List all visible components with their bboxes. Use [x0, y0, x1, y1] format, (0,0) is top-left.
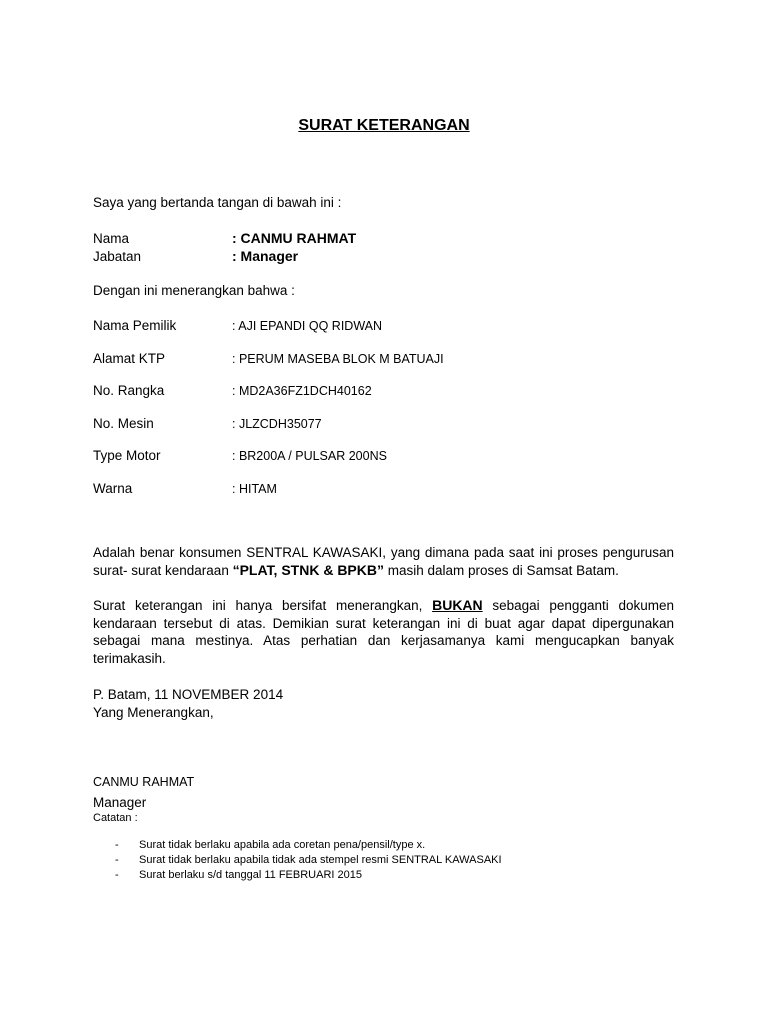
paragraph-status-text: masih dalam proses di Samsat Batam.	[384, 562, 619, 578]
detail-value: : BR200A / PULSAR 200NS	[232, 449, 387, 463]
detail-value: : JLZCDH35077	[232, 417, 322, 431]
list-item	[115, 853, 502, 868]
list-item	[115, 838, 502, 853]
note-text: Surat tidak berlaku apabila ada coretan pena/pensil/type x.	[139, 839, 426, 851]
closing-text: Yang Menerangkan,	[93, 705, 214, 720]
detail-value: : PERUM MASEBA BLOK M BATUAJI	[232, 352, 444, 366]
signature-title: Manager	[93, 795, 147, 810]
detail-label: No. Mesin	[93, 416, 154, 431]
detail-label: Warna	[93, 481, 133, 496]
paragraph-disclaimer-text: sebagai pengganti dokumen kendaraan tersebut di atas. Demikian surat keterangan ini di buat agar dapat dipergunakan sebagai mana mestinya. Atas perhatian dan kerjasamanya kami mengucapkan banyak terimakasih.	[93, 598, 674, 666]
detail-label: Nama Pemilik	[93, 318, 177, 333]
signature-name: CANMU RAHMAT	[93, 775, 195, 789]
notes-label: Catatan :	[93, 812, 138, 824]
list-item	[115, 868, 502, 883]
paragraph-disclaimer-text: Surat keterangan ini hanya bersifat menerangkan,	[93, 598, 433, 613]
detail-label: Alamat KTP	[93, 351, 166, 366]
paragraph-status-text: Adalah benar konsumen SENTRAL KAWASAKI, yang dimana pada saat ini proses pengurusan surat- surat kendaraan	[93, 545, 674, 578]
bullet-dash: -	[115, 839, 119, 851]
detail-value: : AJI EPANDI QQ RIDWAN	[232, 319, 383, 333]
jabatan-label: Jabatan	[93, 249, 142, 264]
note-text: Surat berlaku s/d tanggal 11 FEBRUARI 2015	[139, 869, 362, 881]
jabatan-value: : Manager	[232, 248, 299, 264]
documents-emphasis: “PLAT, STNK & BPKB”	[232, 561, 384, 578]
bullet-dash: -	[115, 854, 119, 866]
bukan-emphasis: BUKAN	[432, 597, 483, 613]
notes-list	[115, 838, 502, 883]
paragraph-disclaimer	[93, 597, 674, 667]
intro-text: Saya yang bertanda tangan di bawah ini :	[93, 195, 342, 210]
detail-value: : HITAM	[232, 482, 277, 496]
detail-value: : MD2A36FZ1DCH40162	[232, 384, 372, 398]
detail-label: No. Rangka	[93, 383, 165, 398]
statement-text: Dengan ini menerangkan bahwa :	[93, 283, 295, 298]
nama-value: : CANMU RAHMAT	[232, 230, 357, 246]
paragraph-status	[93, 544, 674, 579]
place-date: P. Batam, 11 NOVEMBER 2014	[93, 687, 284, 702]
bullet-dash: -	[115, 869, 119, 881]
document-title: SURAT KETERANGAN	[298, 117, 470, 134]
nama-label: Nama	[93, 231, 130, 246]
note-text: Surat tidak berlaku apabila tidak ada stempel resmi SENTRAL KAWASAKI	[139, 854, 502, 866]
detail-label: Type Motor	[93, 448, 161, 463]
